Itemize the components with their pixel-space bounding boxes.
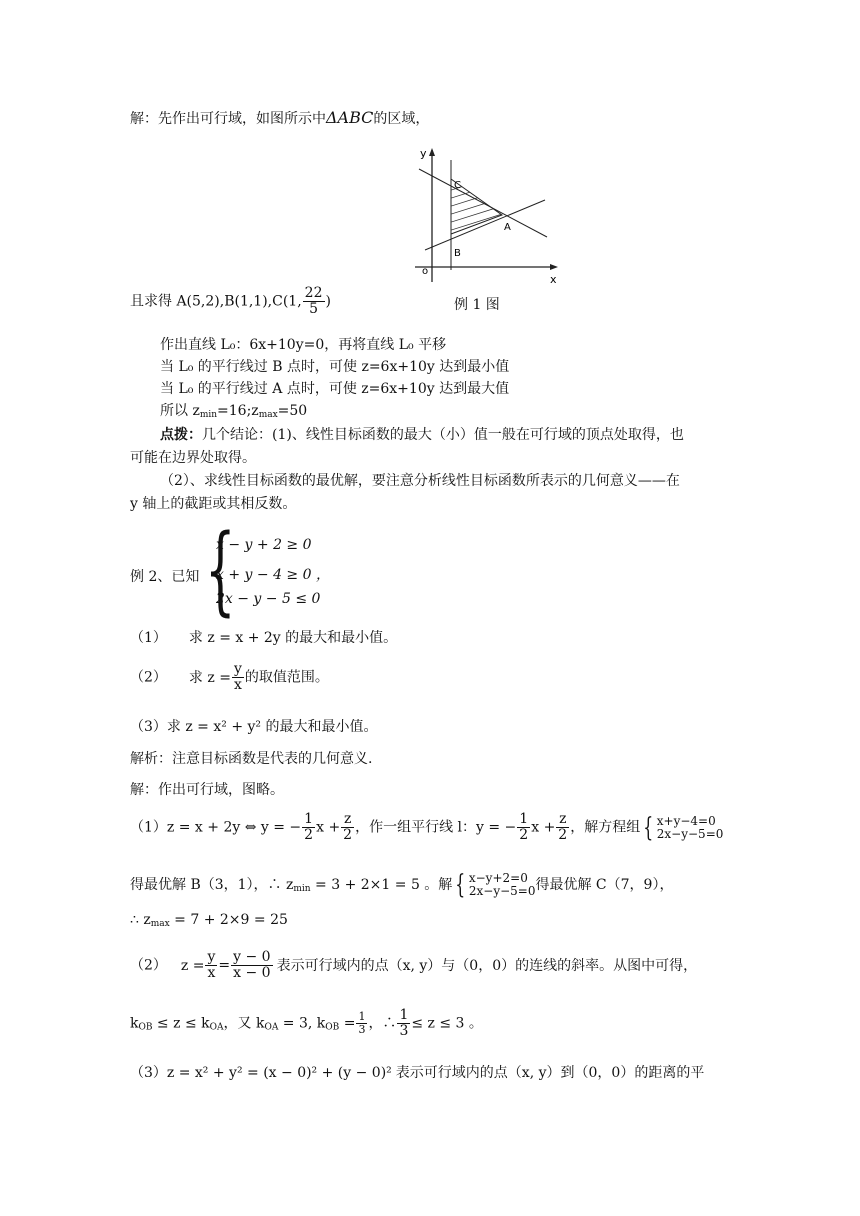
ex2-constraint-2: x + y − 4 ≥ 0 ， [216,567,330,583]
label-x: x [550,273,557,286]
ex2-constraint-1: x − y + 2 ≥ 0 [216,537,312,553]
label-a: A [504,222,511,233]
question-3: （3）求 z = x² + y² 的最大和最小值。 [130,719,378,735]
ex2-brace: { [205,514,236,626]
solution-start: 解：作出可行域，图略。 [130,782,284,798]
label-o: o [422,266,429,277]
intro-line [130,108,429,128]
tip-line-2: 可能在边界处取得。 [130,450,256,466]
solution-6-line: （3）z = x² + y² = (x − 0)² + (y − 0)² 表示可行域内的点（x, y）到（0，0）的距离的平 [130,1065,705,1081]
tip2-line: （2）、求线性目标函数的最优解，要注意分析线性目标函数所表示的几何意义——在 [160,473,680,489]
solution-5-line: $k_{OB} \le z \le k_{OA}$，又 $k_{OA} = 3$, $k_{OB}$ = $\frac{1}{3}$ ，∴ $\frac{1}{3}$ ≤ z ≤ 3 。 [130,1007,483,1039]
min-line: 当 L₀ 的平行线过 B 点时，可使 z=6x+10y 达到最小值 [160,359,510,375]
max-line: 当 L₀ 的平行线过 A 点时，可使 z=6x+10y 达到最大值 [160,381,510,397]
x-axis-arrow [550,264,558,270]
points-fraction: $\frac{22}{5}$ [304,285,323,317]
tip-label: 点拨： [160,427,202,443]
points-suffix: ) [325,293,331,310]
tip-text: 几个结论：(1)、线性目标函数的最大（小）值一般在可行域的顶点处取得，也 [202,427,684,443]
ex2-constraint-3: 2x − y − 5 ≤ 0 [216,591,321,607]
line-ba [425,200,545,250]
solution-1-line: （1）z = x + 2y ⇔ y = − $\frac{1}{2}$ x + $\frac{z}{2}$ ，作一组平行线 l：y = − $\frac{1}{2}$ x + $\frac{z}{2}$ ，解方程组 { x+y−4=0 2x−y−5=0 [130,811,724,843]
ex2-label: 例 2、已知 [130,569,200,585]
question-1: （1） 求 z = x + 2y 的最大和最小值。 [130,630,398,646]
solution-2-line: 得最优解 B（3，1），∴ $z_{min} = 3 + 2\times 1 = 5$ 。解 { x−y+2=0 2x−y−5=0 得最优解 C（7，9）， [130,870,674,900]
y-axis-arrow [429,148,435,156]
analysis-line: 解析：注意目标函数是代表的几何意义. [130,751,373,767]
line-ca [419,169,547,237]
tip-line [160,424,684,444]
label-y: y [420,147,427,160]
line-l0: 作出直线 L₀：6x+10y=0，再将直线 L₀ 平移 [160,337,447,353]
feasible-region-figure [405,142,570,290]
system-1: x+y−4=0 2x−y−5=0 [656,813,724,841]
tip2-line-2: y 轴上的截距或其相反数。 [130,496,297,512]
solution-3-line: ∴ $z_{max} = 7 + 2\times 9 = 25$ [130,912,288,929]
intro-end: 的区域， [373,111,430,127]
intro-text: 解：先作出可行域，如图所示中 [130,111,326,127]
system-2: x−y+2=0 2x−y−5=0 [468,871,536,898]
triangle-abc: ΔABC [326,108,374,127]
solution-4-line: （2） z = $\frac{y}{x}$ = $\frac{y - 0}{x - 0}$ 表示可行域内的点（x, y）与（0，0）的连线的斜率。从图中可得， [130,949,698,981]
result-line: 所以 $z_{min}=16;z_{max}=50$ [160,403,308,420]
label-c: C [454,180,461,191]
label-b: B [454,248,461,259]
points-prefix: 且求得 A(5,2),B(1,1),C(1, [130,293,302,310]
figure-caption: 例 1 图 [454,297,500,313]
points-line [130,286,331,317]
question-2: （2） 求 z = $\frac{y}{x}$ 的取值范围。 [130,661,329,693]
